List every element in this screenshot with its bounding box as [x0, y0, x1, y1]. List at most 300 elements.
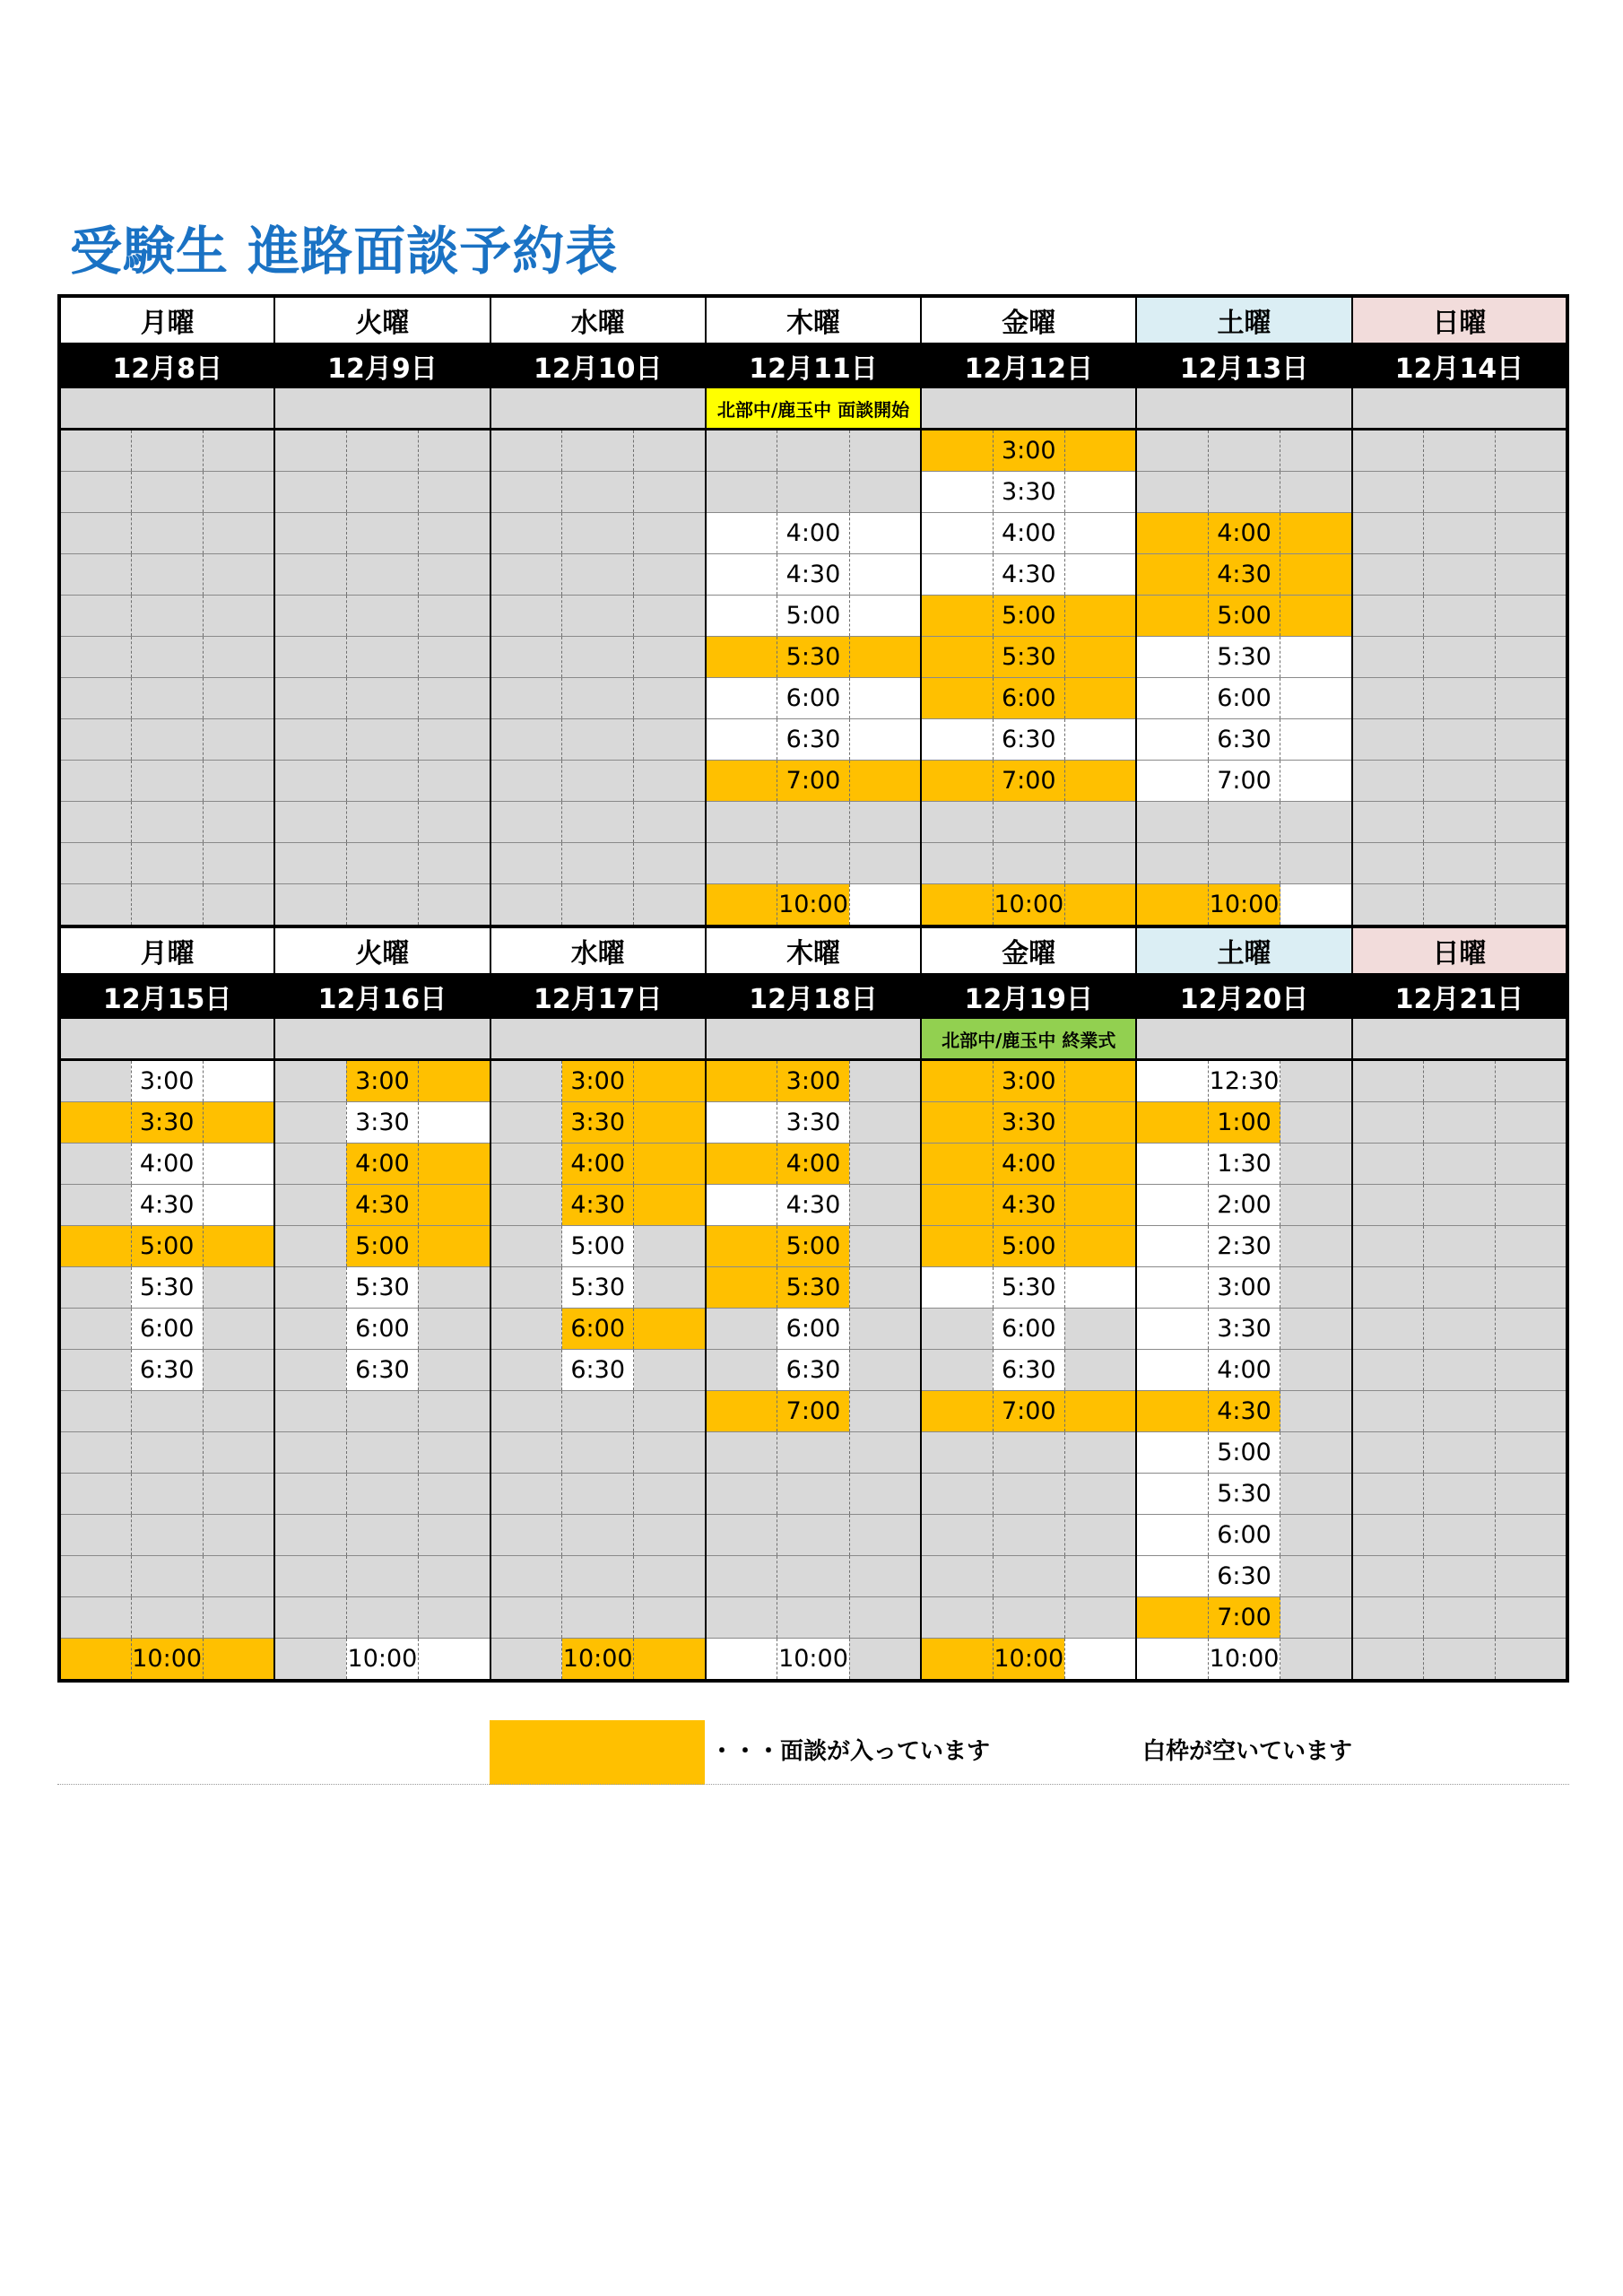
time-slot[interactable]: 10:00	[777, 884, 849, 927]
slot-cell	[562, 637, 634, 678]
slot-side-cell	[1136, 1267, 1208, 1309]
slot-side-cell	[59, 884, 131, 927]
time-slot[interactable]: 6:30	[993, 719, 1064, 761]
slot-cell	[1424, 1267, 1496, 1309]
slot-side-cell	[418, 1267, 490, 1309]
slot-side-cell	[490, 1474, 562, 1515]
date-header: 12月9日	[274, 344, 490, 389]
slot-cell	[131, 761, 203, 802]
slot-side-cell	[921, 554, 993, 596]
slot-side-cell	[1280, 678, 1352, 719]
slot-side-cell	[203, 1144, 274, 1185]
slot-side-cell	[490, 1391, 562, 1432]
slot-side-cell	[921, 1267, 993, 1309]
time-slot[interactable]: 10:00	[131, 1639, 203, 1682]
slot-side-cell	[849, 1556, 921, 1597]
time-slot[interactable]: 4:30	[1209, 1391, 1280, 1432]
slot-side-cell	[274, 843, 346, 884]
slot-side-cell	[490, 1597, 562, 1639]
time-slot-row	[59, 1267, 1567, 1309]
slot-side-cell	[706, 430, 777, 472]
slot-side-cell	[418, 1185, 490, 1226]
date-header: 12月19日	[921, 974, 1136, 1020]
slot-side-cell	[418, 1432, 490, 1474]
slot-side-cell	[203, 884, 274, 927]
time-slot[interactable]: 3:00	[993, 430, 1064, 472]
slot-side-cell	[203, 1597, 274, 1639]
time-slot[interactable]: 5:00	[1209, 1432, 1280, 1474]
slot-side-cell	[1280, 596, 1352, 637]
slot-cell	[777, 1432, 849, 1474]
event-note: 北部中/鹿玉中 終業式	[921, 1019, 1136, 1060]
slot-cell	[562, 472, 634, 513]
slot-side-cell	[706, 1267, 777, 1309]
note-cell	[274, 1019, 490, 1060]
slot-cell	[1424, 802, 1496, 843]
time-slot[interactable]: 4:30	[777, 554, 849, 596]
slot-side-cell	[203, 1102, 274, 1144]
slot-side-cell	[634, 1432, 706, 1474]
time-slot[interactable]: 6:30	[777, 1350, 849, 1391]
slot-cell	[562, 596, 634, 637]
time-slot[interactable]: 3:00	[562, 1060, 634, 1102]
time-slot[interactable]: 6:30	[346, 1350, 418, 1391]
time-slot[interactable]: 10:00	[346, 1639, 418, 1682]
note-cell	[1352, 1019, 1567, 1060]
slot-side-cell	[274, 1144, 346, 1185]
slot-cell	[131, 1474, 203, 1515]
slot-side-cell	[634, 554, 706, 596]
slot-side-cell	[418, 1515, 490, 1556]
time-slot[interactable]: 6:00	[777, 678, 849, 719]
time-slot[interactable]: 10:00	[993, 884, 1064, 927]
slot-cell	[131, 1432, 203, 1474]
time-slot[interactable]: 6:00	[131, 1309, 203, 1350]
time-slot[interactable]: 4:30	[777, 1185, 849, 1226]
slot-side-cell	[706, 1597, 777, 1639]
time-slot[interactable]: 4:00	[993, 513, 1064, 554]
slot-side-cell	[1136, 1639, 1208, 1682]
time-slot[interactable]: 5:00	[562, 1226, 634, 1267]
page-title: 受験生 進路面談予約表	[70, 221, 619, 282]
time-slot[interactable]: 5:30	[777, 1267, 849, 1309]
slot-cell	[562, 1515, 634, 1556]
slot-side-cell	[921, 1309, 993, 1350]
slot-side-cell	[1136, 1597, 1208, 1639]
slot-side-cell	[1352, 1350, 1424, 1391]
slot-cell	[1424, 678, 1496, 719]
time-slot[interactable]: 4:00	[993, 1144, 1064, 1185]
time-slot[interactable]: 5:00	[777, 1226, 849, 1267]
slot-side-cell	[203, 1432, 274, 1474]
time-slot[interactable]: 5:00	[346, 1226, 418, 1267]
time-slot[interactable]: 5:30	[131, 1267, 203, 1309]
time-slot[interactable]: 10:00	[1209, 1639, 1280, 1682]
slot-side-cell	[59, 637, 131, 678]
slot-side-cell	[1280, 761, 1352, 802]
slot-cell	[131, 596, 203, 637]
slot-side-cell	[706, 1102, 777, 1144]
slot-side-cell	[1064, 1226, 1136, 1267]
time-slot[interactable]: 3:30	[131, 1102, 203, 1144]
slot-side-cell	[1136, 719, 1208, 761]
slot-side-cell	[274, 802, 346, 843]
slot-side-cell	[203, 596, 274, 637]
slot-side-cell	[59, 554, 131, 596]
slot-side-cell	[59, 1309, 131, 1350]
slot-side-cell	[274, 637, 346, 678]
slot-side-cell	[1352, 1309, 1424, 1350]
time-slot[interactable]: 4:30	[1209, 554, 1280, 596]
slot-side-cell	[1352, 1556, 1424, 1597]
time-slot[interactable]: 4:00	[1209, 513, 1280, 554]
time-slot[interactable]: 6:30	[1209, 719, 1280, 761]
slot-cell	[777, 1474, 849, 1515]
slot-side-cell	[59, 1432, 131, 1474]
slot-side-cell	[274, 1102, 346, 1144]
slot-side-cell	[921, 1391, 993, 1432]
slot-side-cell	[203, 719, 274, 761]
slot-cell	[1424, 1432, 1496, 1474]
time-slot-row	[59, 1102, 1567, 1144]
slot-cell	[777, 472, 849, 513]
time-slot[interactable]: 6:30	[131, 1350, 203, 1391]
time-slot[interactable]: 4:30	[346, 1185, 418, 1226]
slot-side-cell	[1496, 1226, 1567, 1267]
time-slot[interactable]: 6:00	[777, 1309, 849, 1350]
time-slot[interactable]: 3:00	[131, 1060, 203, 1102]
time-slot[interactable]: 4:30	[993, 1185, 1064, 1226]
time-slot[interactable]: 3:30	[993, 472, 1064, 513]
slot-side-cell	[490, 1226, 562, 1267]
slot-side-cell	[1496, 678, 1567, 719]
weekday-header: 木曜	[706, 928, 921, 974]
slot-side-cell	[706, 1350, 777, 1391]
time-slot[interactable]: 6:00	[993, 678, 1064, 719]
slot-side-cell	[1496, 596, 1567, 637]
slot-side-cell	[706, 472, 777, 513]
slot-side-cell	[203, 1474, 274, 1515]
slot-side-cell	[1280, 1350, 1352, 1391]
slot-side-cell	[274, 1597, 346, 1639]
time-slot[interactable]: 3:00	[777, 1060, 849, 1102]
time-slot[interactable]: 2:00	[1209, 1185, 1280, 1226]
time-slot[interactable]: 3:30	[993, 1102, 1064, 1144]
time-slot-row	[59, 802, 1567, 843]
legend	[57, 1720, 1569, 1785]
slot-side-cell	[706, 1556, 777, 1597]
slot-side-cell	[1496, 1309, 1567, 1350]
slot-side-cell	[1136, 1474, 1208, 1515]
slot-cell	[1209, 430, 1280, 472]
time-slot-row	[59, 1185, 1567, 1226]
note-cell	[490, 1019, 706, 1060]
slot-cell	[1424, 1597, 1496, 1639]
date-header: 12月11日	[706, 344, 921, 389]
slot-side-cell	[274, 596, 346, 637]
slot-side-cell	[1136, 1144, 1208, 1185]
slot-side-cell	[849, 1391, 921, 1432]
slot-cell	[993, 843, 1064, 884]
weekday-header: 火曜	[274, 928, 490, 974]
note-cell	[1136, 388, 1351, 430]
weekday-row	[59, 296, 1567, 344]
slot-cell	[1209, 802, 1280, 843]
slot-side-cell	[1496, 513, 1567, 554]
slot-side-cell	[1064, 513, 1136, 554]
week-table	[57, 294, 1569, 928]
slot-side-cell	[1352, 1474, 1424, 1515]
time-slot[interactable]: 7:00	[993, 1391, 1064, 1432]
slot-side-cell	[1352, 843, 1424, 884]
time-slot[interactable]: 7:00	[1209, 761, 1280, 802]
slot-side-cell	[274, 1060, 346, 1102]
legend-divider	[57, 1784, 1569, 1786]
slot-side-cell	[1280, 802, 1352, 843]
slot-cell	[777, 1515, 849, 1556]
time-slot-row	[59, 1144, 1567, 1185]
time-slot[interactable]: 4:00	[562, 1144, 634, 1185]
time-slot[interactable]: 5:00	[777, 596, 849, 637]
time-slot[interactable]: 6:00	[993, 1309, 1064, 1350]
slot-side-cell	[1064, 1350, 1136, 1391]
slot-side-cell	[706, 719, 777, 761]
slot-side-cell	[1136, 1185, 1208, 1226]
time-slot[interactable]: 1:00	[1209, 1102, 1280, 1144]
time-slot[interactable]: 3:30	[777, 1102, 849, 1144]
time-slot[interactable]: 2:30	[1209, 1226, 1280, 1267]
slot-side-cell	[1280, 1597, 1352, 1639]
slot-side-cell	[706, 1185, 777, 1226]
slot-side-cell	[203, 1060, 274, 1102]
time-slot[interactable]: 4:30	[131, 1185, 203, 1226]
slot-side-cell	[1352, 1144, 1424, 1185]
time-slot[interactable]: 3:30	[562, 1102, 634, 1144]
time-slot[interactable]: 4:00	[346, 1144, 418, 1185]
slot-cell	[346, 1432, 418, 1474]
slot-side-cell	[1352, 554, 1424, 596]
slot-side-cell	[634, 1515, 706, 1556]
slot-side-cell	[59, 678, 131, 719]
slot-cell	[1424, 1309, 1496, 1350]
time-slot[interactable]: 6:30	[993, 1350, 1064, 1391]
time-slot[interactable]: 4:30	[993, 554, 1064, 596]
slot-side-cell	[1136, 430, 1208, 472]
time-slot[interactable]: 10:00	[1209, 884, 1280, 927]
time-slot[interactable]: 3:30	[1209, 1309, 1280, 1350]
schedule-tables	[57, 294, 1569, 1683]
time-slot[interactable]: 1:30	[1209, 1144, 1280, 1185]
slot-side-cell	[274, 1515, 346, 1556]
date-header: 12月16日	[274, 974, 490, 1020]
slot-side-cell	[921, 1350, 993, 1391]
note-row	[59, 1019, 1567, 1060]
slot-side-cell	[1064, 719, 1136, 761]
time-slot[interactable]: 6:00	[346, 1309, 418, 1350]
slot-side-cell	[921, 1185, 993, 1226]
slot-side-cell	[1280, 1432, 1352, 1474]
slot-side-cell	[203, 761, 274, 802]
time-slot-row	[59, 1556, 1567, 1597]
note-cell	[59, 388, 274, 430]
note-row	[59, 388, 1567, 430]
slot-side-cell	[921, 472, 993, 513]
slot-side-cell	[418, 1309, 490, 1350]
slot-side-cell	[59, 1474, 131, 1515]
time-slot[interactable]: 6:00	[1209, 1515, 1280, 1556]
slot-cell	[562, 430, 634, 472]
slot-side-cell	[1136, 802, 1208, 843]
slot-side-cell	[1280, 1474, 1352, 1515]
time-slot[interactable]: 4:30	[562, 1185, 634, 1226]
slot-side-cell	[203, 472, 274, 513]
weekday-header: 木曜	[706, 296, 921, 344]
time-slot[interactable]: 3:30	[346, 1102, 418, 1144]
slot-side-cell	[274, 1391, 346, 1432]
time-slot[interactable]: 3:00	[1209, 1267, 1280, 1309]
slot-cell	[346, 1597, 418, 1639]
time-slot-row	[59, 1060, 1567, 1102]
slot-side-cell	[418, 1060, 490, 1102]
slot-side-cell	[1136, 884, 1208, 927]
slot-side-cell	[921, 1474, 993, 1515]
date-header: 12月20日	[1136, 974, 1351, 1020]
time-slot[interactable]: 5:00	[993, 596, 1064, 637]
slot-side-cell	[921, 1515, 993, 1556]
slot-cell	[993, 1474, 1064, 1515]
time-slot[interactable]: 5:00	[131, 1226, 203, 1267]
time-slot[interactable]: 6:00	[562, 1309, 634, 1350]
time-slot[interactable]: 5:30	[777, 637, 849, 678]
slot-side-cell	[1280, 1515, 1352, 1556]
slot-side-cell	[849, 1474, 921, 1515]
time-slot[interactable]: 4:00	[777, 513, 849, 554]
date-header: 12月8日	[59, 344, 274, 389]
time-slot[interactable]: 6:30	[777, 719, 849, 761]
slot-side-cell	[203, 1226, 274, 1267]
slot-cell	[1424, 761, 1496, 802]
weekday-header: 土曜	[1136, 928, 1351, 974]
slot-side-cell	[1496, 884, 1567, 927]
slot-side-cell	[203, 513, 274, 554]
note-cell	[59, 1019, 274, 1060]
slot-cell	[1424, 554, 1496, 596]
time-slot[interactable]: 7:00	[777, 761, 849, 802]
slot-cell	[562, 761, 634, 802]
slot-side-cell	[921, 802, 993, 843]
time-slot[interactable]: 4:00	[777, 1144, 849, 1185]
time-slot-row	[59, 472, 1567, 513]
slot-side-cell	[1064, 1391, 1136, 1432]
time-slot[interactable]: 3:00	[993, 1060, 1064, 1102]
slot-side-cell	[490, 761, 562, 802]
time-slot[interactable]: 10:00	[777, 1639, 849, 1682]
time-slot[interactable]: 7:00	[777, 1391, 849, 1432]
time-slot[interactable]: 10:00	[562, 1639, 634, 1682]
slot-side-cell	[418, 802, 490, 843]
date-header: 12月17日	[490, 974, 706, 1020]
slot-side-cell	[849, 513, 921, 554]
slot-side-cell	[418, 719, 490, 761]
slot-side-cell	[418, 884, 490, 927]
slot-side-cell	[1496, 1391, 1567, 1432]
time-slot[interactable]: 3:00	[346, 1060, 418, 1102]
slot-cell	[346, 637, 418, 678]
slot-side-cell	[1280, 472, 1352, 513]
slot-side-cell	[1352, 472, 1424, 513]
slot-cell	[131, 637, 203, 678]
slot-cell	[131, 884, 203, 927]
slot-side-cell	[1136, 1102, 1208, 1144]
slot-side-cell	[203, 1639, 274, 1682]
slot-side-cell	[1136, 1226, 1208, 1267]
slot-cell	[346, 884, 418, 927]
slot-side-cell	[921, 430, 993, 472]
time-slot[interactable]: 5:00	[1209, 596, 1280, 637]
slot-side-cell	[418, 761, 490, 802]
slot-side-cell	[1280, 1185, 1352, 1226]
time-slot[interactable]: 4:00	[1209, 1350, 1280, 1391]
slot-side-cell	[634, 1556, 706, 1597]
slot-cell	[993, 1597, 1064, 1639]
slot-side-cell	[418, 678, 490, 719]
time-slot[interactable]: 6:30	[562, 1350, 634, 1391]
slot-side-cell	[1136, 1515, 1208, 1556]
time-slot[interactable]: 6:00	[1209, 678, 1280, 719]
slot-side-cell	[706, 1060, 777, 1102]
time-slot-row	[59, 430, 1567, 472]
time-slot[interactable]: 5:30	[1209, 1474, 1280, 1515]
time-slot[interactable]: 7:00	[993, 761, 1064, 802]
slot-cell	[1424, 1350, 1496, 1391]
slot-side-cell	[59, 1350, 131, 1391]
time-slot[interactable]: 5:30	[993, 637, 1064, 678]
slot-side-cell	[1064, 1144, 1136, 1185]
slot-cell	[1424, 1060, 1496, 1102]
weekday-header: 日曜	[1352, 928, 1567, 974]
slot-side-cell	[59, 472, 131, 513]
slot-cell	[562, 1432, 634, 1474]
time-slot[interactable]: 5:30	[562, 1267, 634, 1309]
slot-side-cell	[418, 843, 490, 884]
time-slot[interactable]: 5:00	[993, 1226, 1064, 1267]
slot-side-cell	[203, 637, 274, 678]
date-header: 12月21日	[1352, 974, 1567, 1020]
slot-side-cell	[1136, 554, 1208, 596]
time-slot[interactable]: 12:30	[1209, 1060, 1280, 1102]
time-slot[interactable]: 4:00	[131, 1144, 203, 1185]
slot-side-cell	[1064, 802, 1136, 843]
slot-cell	[346, 1391, 418, 1432]
slot-cell	[1424, 1556, 1496, 1597]
slot-side-cell	[921, 637, 993, 678]
slot-side-cell	[849, 1639, 921, 1682]
slot-side-cell	[1352, 1639, 1424, 1682]
slot-side-cell	[59, 430, 131, 472]
slot-side-cell	[921, 1639, 993, 1682]
slot-side-cell	[706, 884, 777, 927]
date-header: 12月14日	[1352, 344, 1567, 389]
time-slot[interactable]: 10:00	[993, 1639, 1064, 1682]
date-header: 12月12日	[921, 344, 1136, 389]
weekday-header: 水曜	[490, 928, 706, 974]
slot-side-cell	[203, 1556, 274, 1597]
time-slot[interactable]: 6:30	[1209, 1556, 1280, 1597]
time-slot[interactable]: 5:30	[993, 1267, 1064, 1309]
time-slot[interactable]: 7:00	[1209, 1597, 1280, 1639]
time-slot[interactable]: 5:30	[1209, 637, 1280, 678]
time-slot[interactable]: 5:30	[346, 1267, 418, 1309]
